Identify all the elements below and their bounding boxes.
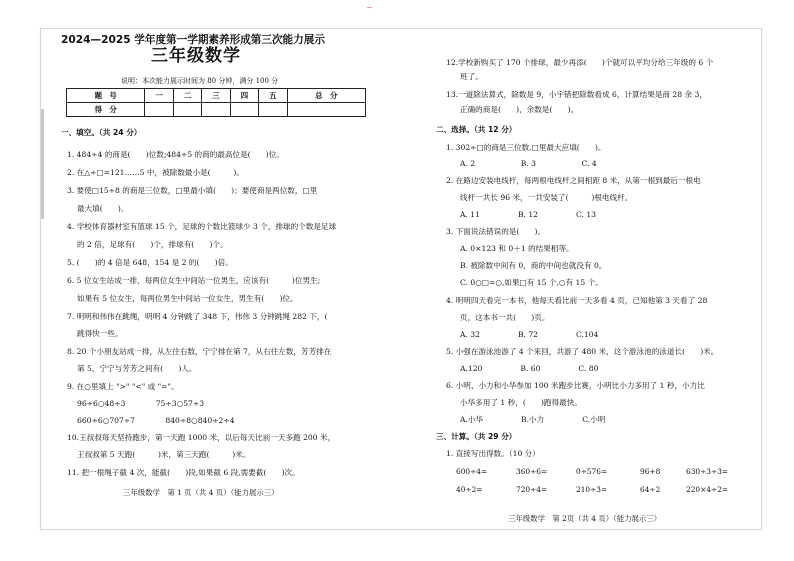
question-line: 12.学校新购买了 170 个排球，最少再添( )个就可以平均分给三年级的 6 个 [446, 58, 714, 67]
exam-title: 2024—2025 学年度第一学期素养形成第三次能力展示 [61, 34, 325, 46]
question-line: 5. ( )的 4 倍是 648，154 是 2 的( )倍。 [67, 258, 233, 267]
calc-item: 220×4÷2= [686, 485, 729, 494]
score-table-score-row [67, 103, 366, 117]
score-cell: 得 分 [67, 103, 145, 117]
question-line: 跳得快一些。 [77, 329, 123, 338]
question-line: 1. 直接写出得数。（10 分） [446, 449, 540, 458]
options-line: A. 2 B. 3 C. 4 [460, 159, 597, 168]
options-line: A. 11 B. 12 C. 13 [460, 210, 597, 219]
compare-line: 96÷6○48÷3 75÷3○57÷3 [77, 399, 205, 408]
question-line: 最大填( )。 [77, 204, 129, 213]
score-cell: 二 [173, 89, 201, 103]
question-line: 第 5，宁宁与芳芳之间有( )人。 [77, 364, 197, 373]
options-line: A.120 B. 60 C. 80 [460, 364, 599, 373]
calc-item: 360÷6= [516, 467, 548, 476]
question-line: 正确的商是( )，余数是( )。 [460, 105, 579, 114]
calc-item: 720÷4= [516, 485, 548, 494]
options-line: A. 0×123 和 0＋1 的结果相等。 [460, 244, 574, 253]
question-line: 9. 在○里填上 ">" "<" 或 "="。 [67, 382, 179, 391]
score-table [66, 88, 366, 117]
options-line: C. 0○□=○,如果□有 15 个,○有 15 个。 [460, 278, 603, 287]
question-line: 班了。 [460, 72, 483, 81]
compare-line: 660÷6○707÷7 840÷8○840÷2÷4 [77, 416, 235, 425]
question-line: 7. 明明和伟伟在跳绳，明明 4 分钟跳了 348 下，伟伟 3 分钟跳绳 282 下，( [67, 312, 328, 321]
question-line: 3. 下面说法错误的是( )。 [446, 227, 546, 236]
calc-item: 600÷4= [456, 467, 488, 476]
score-cell: 四 [230, 89, 258, 103]
options-line: B. 被除数中间有 0，商的中间也就没有 0。 [460, 261, 607, 270]
binding-margin [41, 109, 44, 219]
question-line: 13.一道除法算式，除数是 9，小宇错把除数看成 6，计算结果是商 28 余 3， [446, 90, 707, 99]
score-entry[interactable] [202, 103, 230, 117]
score-entry[interactable] [173, 103, 201, 117]
question-line: 页，这本书一共( )页。 [460, 313, 550, 322]
subject-title: 三年级数学 [151, 46, 241, 66]
calc-item: 0÷576= [576, 467, 608, 476]
exam-sheet [40, 28, 762, 530]
watermark-mark: ~ [366, 3, 373, 12]
question-line: 王叔叔第 5 天跑( )米，第三天跑( )米。 [77, 450, 251, 459]
question-line: 10.王叔叔每天坚持跑步，第一天跑 1000 米，以后每天比前一天多跑 200 米， [67, 433, 336, 442]
question-line: 3. 要使□15÷8 的商是三位数，□里最小填( )；要使商是两位数，□里 [67, 186, 318, 195]
score-entry[interactable] [287, 103, 365, 117]
question-line: 2. 在路边安装电线杆，每两根电线杆之间相距 8 米，从第一根到最后一根电 [446, 176, 701, 185]
question-line: 小华多用了 1 秒，( )跑得最快。 [460, 398, 582, 407]
question-line: 8. 20 个小朋友站成一排，从左往右数，宁宁排在第 7，从右往左数，芳芳排在 [67, 347, 332, 356]
section-heading: 一、填空。（共 24 分） [61, 128, 142, 137]
calc-item: 96+8 [640, 467, 661, 476]
question-line: 4. 明明四天看完一本书，他每天看比前一天多看 4 页，已知他第 3 天看了 28 [446, 296, 708, 305]
score-cell: 五 [259, 89, 287, 103]
question-line: 5. 小强在游泳池游了 4 个来回，共游了 480 米，这个游泳池的泳道长( )米。 [446, 347, 719, 356]
question-line: 如果有 5 位女生，每两位男生中间站一位女生，男生有( )位。 [77, 294, 298, 303]
options-line: A.小华 B.小力 C.小明 [460, 415, 606, 424]
calc-item: 40÷2= [456, 485, 483, 494]
question-line: 2. 在△÷□=121……5 中，被除数最小是( )。 [67, 168, 244, 177]
calc-item: 64÷2 [640, 485, 661, 494]
page-footer: 三年级数学 第 2页（共 4 页）（能力展示三） [508, 514, 662, 523]
section-heading: 三、计算。（共 29 分） [436, 432, 517, 441]
calc-item: 210÷3= [576, 485, 608, 494]
page-footer: 三年级数学 第 1 页（共 4 页）（能力展示三） [123, 488, 279, 497]
question-line: 1. 484÷4 的商是( )位数;484÷5 的商的最高位是( )位。 [67, 150, 284, 159]
question-line: 4. 学校体育器材室有篮球 15 个，足球的个数比篮球少 3 个，排球的个数是足球 [67, 222, 337, 231]
question-line: 11. 把一根绳子截 4 次，能截( )段,如果截 6 段,需要截( )次。 [67, 468, 300, 477]
calc-item: 630÷3÷3= [686, 467, 729, 476]
score-cell: 三 [202, 89, 230, 103]
options-line: A. 32 B. 72 C.104 [460, 330, 599, 339]
question-line: 6. 小明、小力和小华参加 100 米跑步比赛，小明比小力多用了 1 秒，小力比 [446, 381, 705, 390]
question-line: 1. 302÷□的商是三位数,□里最大应填( )。 [446, 143, 606, 152]
question-line: 的 2 倍，足球有( )个，排球有( )个。 [77, 240, 228, 249]
question-line: 线杆一共长 96 米，一共安装了( )根电线杆。 [460, 193, 633, 202]
score-table-header-row [67, 89, 366, 103]
question-line: 6. 5 位女生站成一排，每两位女生中间站一位男生，应该有( )位男生; [67, 276, 321, 285]
score-entry[interactable] [259, 103, 287, 117]
score-cell: 一 [145, 89, 173, 103]
score-cell: 总 分 [287, 89, 365, 103]
score-entry[interactable] [230, 103, 258, 117]
section-heading: 二、选择。（共 12 分） [436, 125, 517, 134]
score-entry[interactable] [145, 103, 173, 117]
score-cell: 题 号 [67, 89, 145, 103]
exam-note: 说明：本次能力展示时间为 80 分钟，满分 100 分 [121, 77, 279, 85]
